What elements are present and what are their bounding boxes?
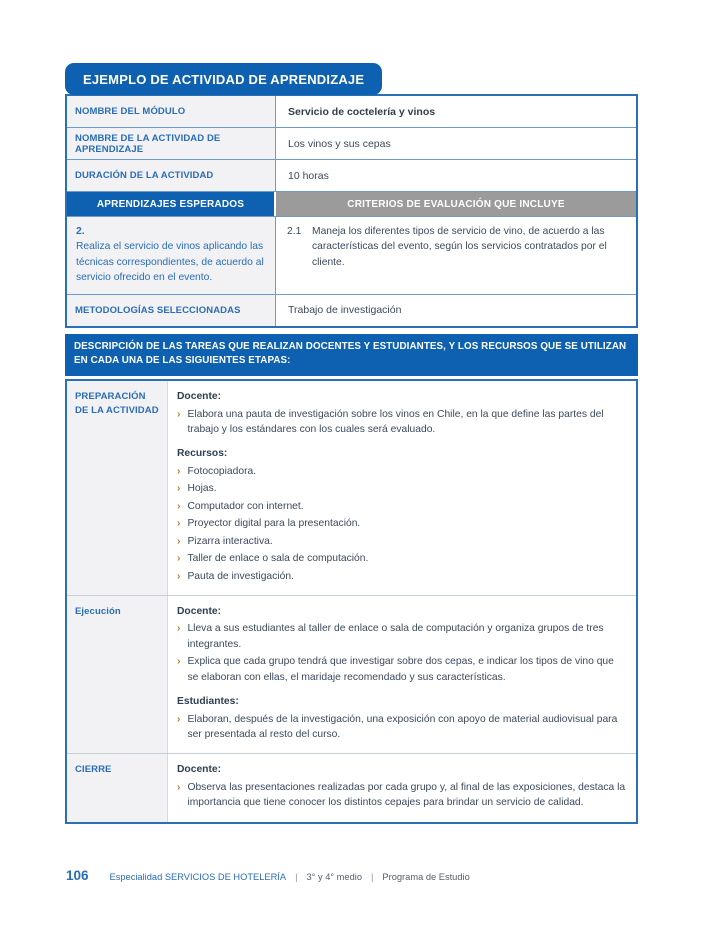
teacher-heading: Docente:: [177, 605, 222, 617]
stage-row-execution: [67, 595, 636, 754]
list-item: [177, 621, 626, 652]
list-item-text: Taller de enlace o sala de computación.: [187, 553, 369, 565]
activity-info-table: [65, 94, 638, 328]
list-item: [177, 499, 626, 514]
learning-objective-text: Realiza el servicio de vinos aplicando las técnicas correspondientes, de acuerdo al servicio ofrecido en el evento.: [76, 241, 264, 284]
table-header-row: [67, 191, 636, 216]
bullet-chevron-icon: ›: [177, 781, 181, 793]
description-banner: DESCRIPCIÓN DE LAS TAREAS QUE REALIZAN DOCENTES Y ESTUDIANTES, Y LOS RECURSOS QUE SE UTILIZAN EN CADA UNA DE LAS SIGUIENTES ETAPAS:: [65, 334, 638, 376]
stage-label-preparation: PREPARACIÓN DE LA ACTIVIDAD: [67, 381, 168, 595]
students-group: [177, 694, 626, 742]
list-item-text: Pauta de investigación.: [187, 570, 294, 582]
document-content: [65, 63, 638, 824]
criteria-number: 2.1: [287, 226, 302, 237]
list-item-text: Explica que cada grupo tendrá que investigar sobre dos cepas, e indicar los tipos de vino que se elaboran con ellas, el maridaje recomendado y sus características.: [187, 656, 614, 683]
teacher-heading: Docente:: [177, 764, 222, 776]
module-name-label: NOMBRE DEL MÓDULO: [67, 96, 276, 127]
stage-row-closing: [67, 753, 636, 821]
duration-label: DURACIÓN DE LA ACTIVIDAD: [67, 160, 276, 191]
methodologies-value: Trabajo de investigación: [288, 304, 402, 317]
stages-table: [65, 379, 638, 824]
list-item: [177, 551, 626, 566]
activity-name-value: Los vinos y sus cepas: [288, 137, 391, 150]
list-item-text: Hojas.: [187, 483, 217, 495]
methodologies-label: METODOLOGÍAS SELECCIONADAS: [67, 295, 276, 326]
footer-specialty: Especialidad SERVICIOS DE HOTELERÍA: [109, 872, 287, 882]
expected-learning-header: APRENDIZAJES ESPERADOS: [67, 192, 276, 216]
duration-value: 10 horas: [288, 169, 329, 182]
stage-content-closing: [168, 754, 636, 821]
teacher-group: [177, 762, 626, 810]
bullet-chevron-icon: ›: [177, 535, 181, 547]
list-item-text: Pizarra interactiva.: [187, 535, 273, 547]
students-heading: Estudiantes:: [177, 696, 239, 708]
table-row: [67, 159, 636, 191]
list-item: [177, 407, 626, 438]
stage-label-closing: CIERRE: [67, 754, 168, 821]
list-item-text: Fotocopiadora.: [187, 465, 257, 477]
teacher-group: [177, 604, 626, 685]
list-item-text: Computador con internet.: [187, 500, 304, 512]
footer-separator: |: [371, 872, 374, 882]
footer-separator: |: [295, 872, 298, 882]
bullet-chevron-icon: ›: [177, 465, 181, 477]
list-item: [177, 481, 626, 496]
criteria-text: Maneja los diferentes tipos de servicio de vino, de acuerdo a las características del evento, según los servicios contratados por el cliente.: [312, 226, 607, 268]
resources-list: [177, 464, 626, 584]
list-item: [177, 712, 626, 743]
list-item-text: Elaboran, después de la investigación, una exposición con apoyo de material audiovisual para ser presentada al resto del curso.: [187, 713, 618, 740]
bullet-chevron-icon: ›: [177, 656, 181, 668]
students-task-list: [177, 712, 626, 743]
list-item-text: Elabora una pauta de investigación sobre los vinos en Chile, en la que define las partes del trabajo y los estándares con los cuales será evaluado.: [187, 408, 604, 435]
page-number: 106: [66, 868, 89, 883]
bullet-chevron-icon: ›: [177, 553, 181, 565]
page-title: EJEMPLO DE ACTIVIDAD DE APRENDIZAJE: [65, 63, 382, 95]
bullet-chevron-icon: ›: [177, 500, 181, 512]
evaluation-criteria-header: CRITERIOS DE EVALUACIÓN QUE INCLUYE: [276, 192, 636, 216]
resources-heading: Recursos:: [177, 448, 228, 460]
footer-grade: 3° y 4° medio: [306, 872, 362, 882]
module-name-value: Servicio de coctelería y vinos: [288, 105, 436, 118]
list-item: [177, 780, 626, 811]
list-item: [177, 534, 626, 549]
teacher-task-list: [177, 407, 626, 438]
stage-row-preparation: [67, 381, 636, 595]
list-item: [177, 569, 626, 584]
list-item-text: Proyector digital para la presentación.: [187, 518, 361, 530]
table-row: [67, 96, 636, 127]
teacher-task-list: [177, 621, 626, 685]
list-item-text: Lleva a sus estudiantes al taller de enlace o sala de computación y organiza grupos de tres integrantes.: [187, 623, 604, 650]
bullet-chevron-icon: ›: [177, 518, 181, 530]
bullet-chevron-icon: ›: [177, 623, 181, 635]
bullet-chevron-icon: ›: [177, 483, 181, 495]
list-item-text: Observa las presentaciones realizadas por cada grupo y, al final de las exposiciones, destaca la importancia que tiene conocer los distintos cepajes para brindar un servicio de calidad.: [187, 781, 626, 809]
stage-content-preparation: [168, 381, 636, 595]
list-item: [177, 464, 626, 479]
teacher-task-list: [177, 780, 626, 811]
list-item: [177, 654, 626, 685]
bullet-chevron-icon: ›: [177, 713, 181, 725]
bullet-chevron-icon: ›: [177, 570, 181, 582]
evaluation-criteria-cell: [276, 217, 636, 294]
list-item: [177, 516, 626, 531]
teacher-heading: Docente:: [177, 391, 222, 403]
expected-learning-cell: [67, 217, 276, 294]
learning-content-row: [67, 216, 636, 294]
stage-content-execution: [168, 596, 636, 754]
bullet-chevron-icon: ›: [177, 408, 181, 420]
teacher-group: [177, 389, 626, 437]
stage-label-execution: Ejecución: [67, 596, 168, 754]
learning-objective-number: 2.: [76, 226, 85, 237]
page-footer: [66, 868, 470, 883]
footer-program: Programa de Estudio: [382, 872, 470, 882]
resources-group: [177, 446, 626, 584]
table-row: [67, 127, 636, 159]
activity-name-label: NOMBRE DE LA ACTIVIDAD DE APRENDIZAJE: [67, 128, 276, 159]
table-row: [67, 294, 636, 326]
